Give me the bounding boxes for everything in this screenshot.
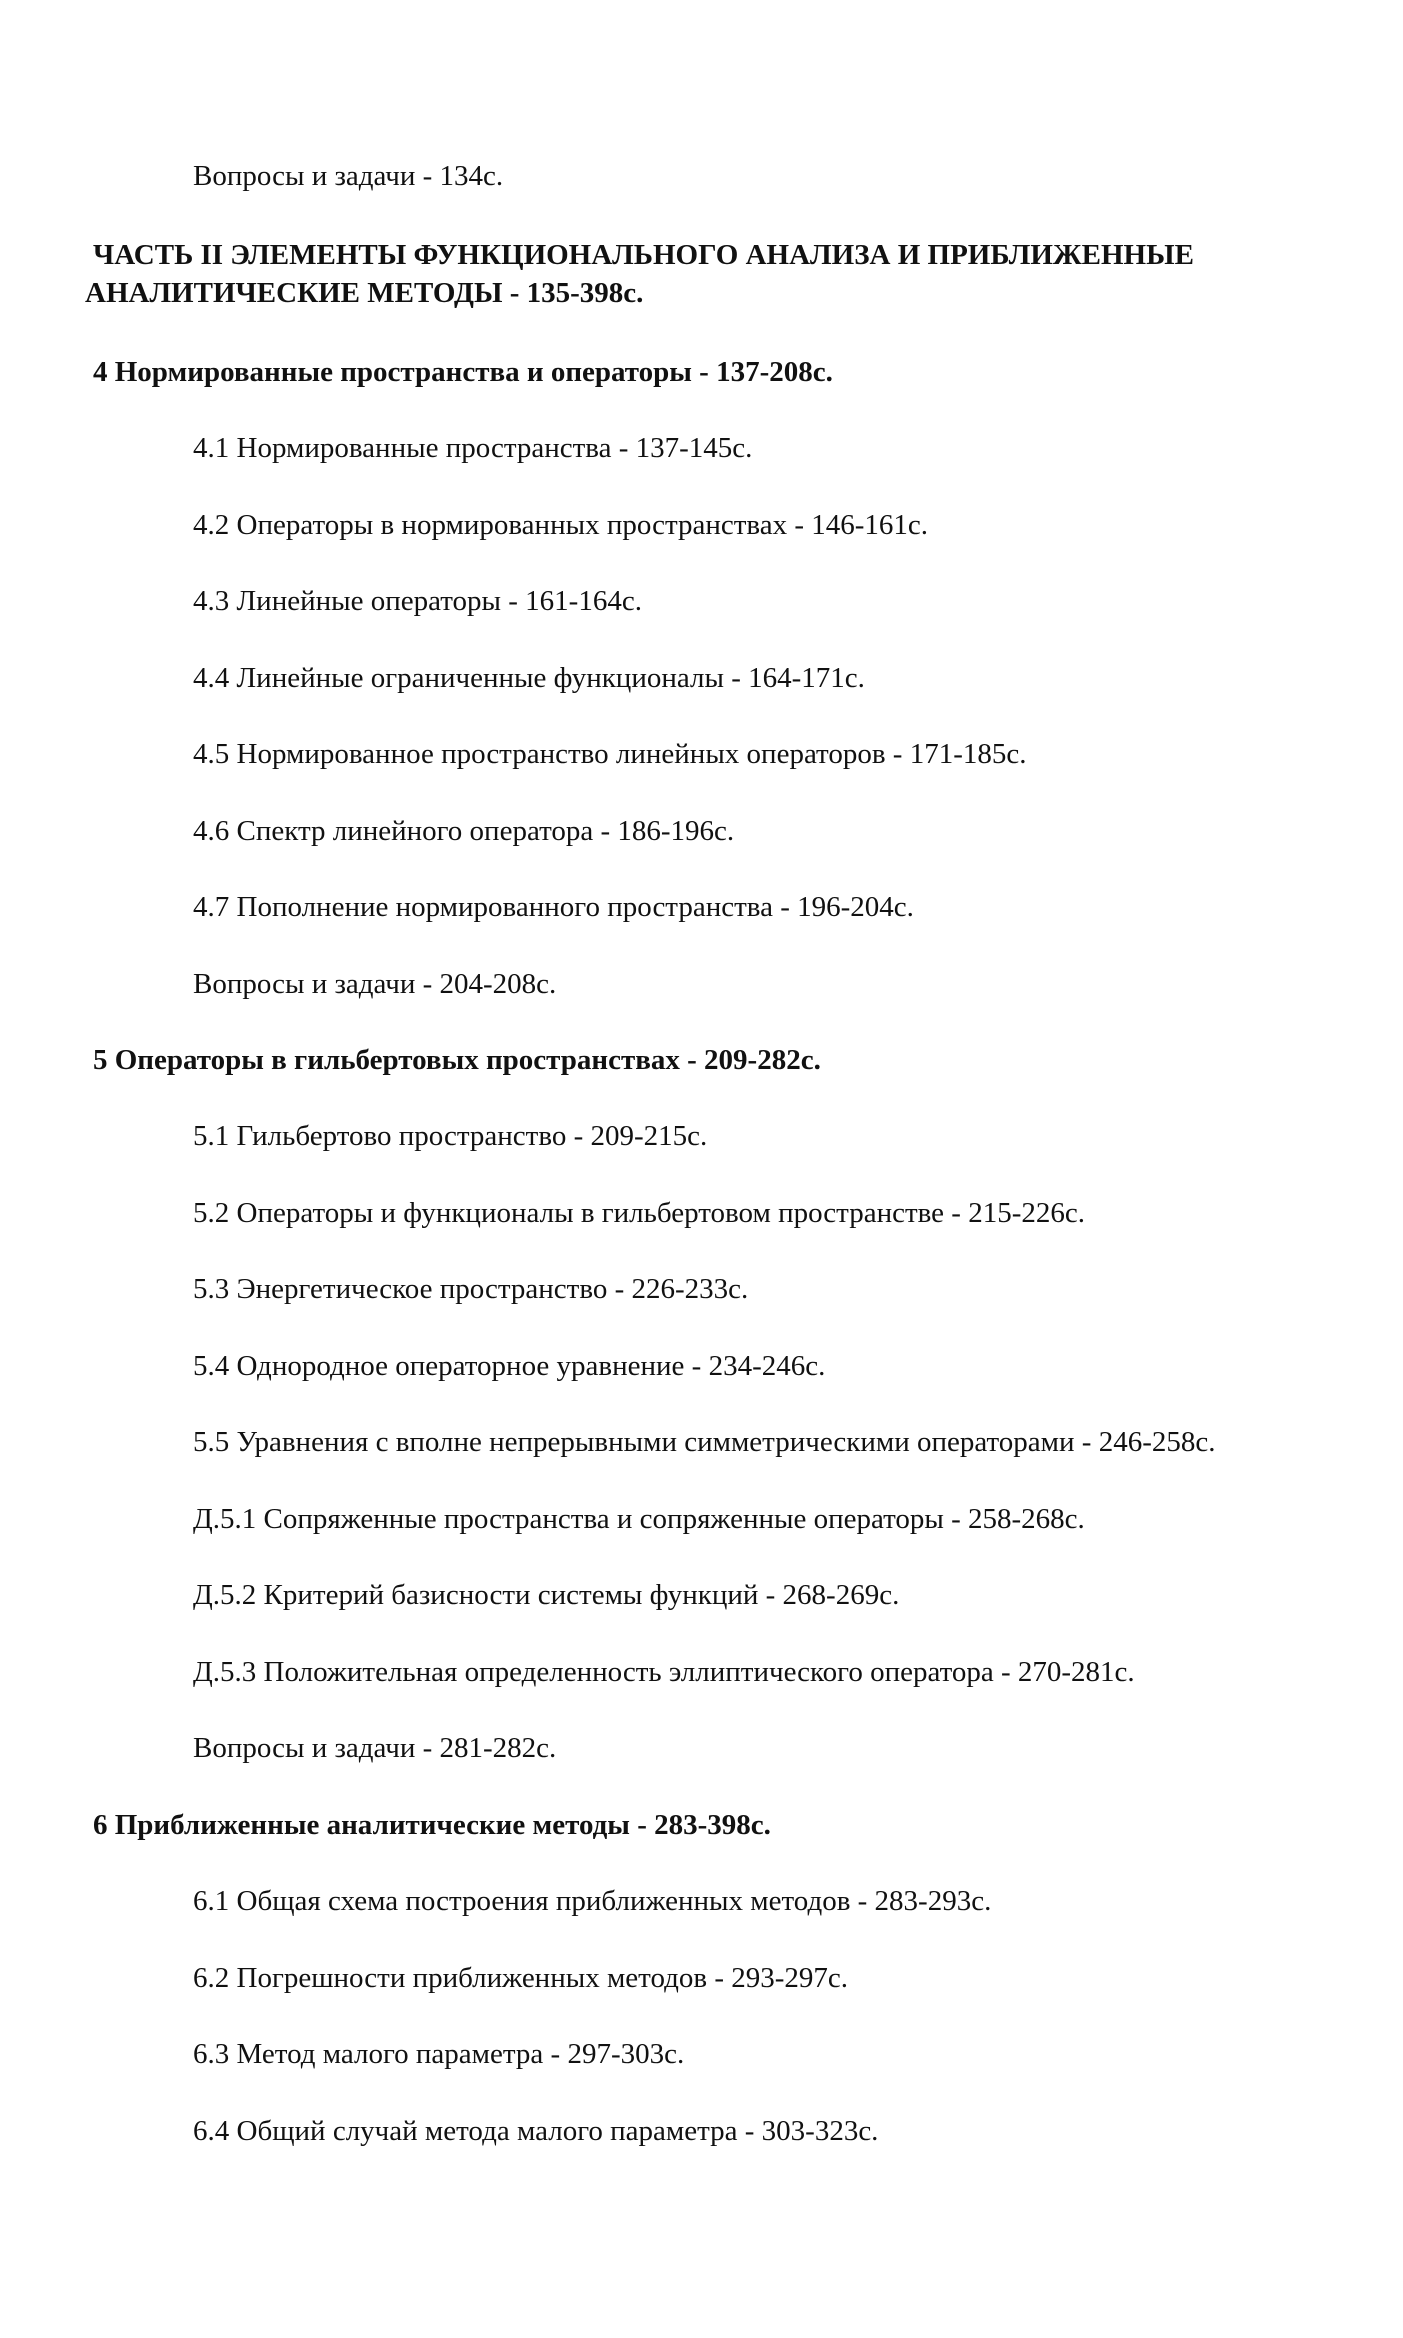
toc-entry-d-5-3: Д.5.3 Положительная определенность эллиптического оператора - 270-281с. bbox=[193, 1656, 1135, 1688]
toc-entry-questions-134: Вопросы и задачи - 134с. bbox=[193, 160, 504, 192]
toc-entry-4-questions: Вопросы и задачи - 204-208с. bbox=[193, 968, 557, 1000]
toc-entry-4-1: 4.1 Нормированные пространства - 137-145с. bbox=[193, 432, 753, 464]
toc-entry-4-6: 4.6 Спектр линейного оператора - 186-196с. bbox=[193, 815, 735, 847]
part-2-heading-line-2: АНАЛИТИЧЕСКИЕ МЕТОДЫ - 135-398с. bbox=[85, 277, 644, 309]
chapter-4-heading: 4 Нормированные пространства и операторы - 137-208с. bbox=[93, 356, 833, 388]
toc-entry-6-4: 6.4 Общий случай метода малого параметра - 303-323с. bbox=[193, 2115, 879, 2147]
toc-entry-4-5: 4.5 Нормированное пространство линейных операторов - 171-185с. bbox=[193, 738, 1027, 770]
toc-entry-4-3: 4.3 Линейные операторы - 161-164с. bbox=[193, 585, 642, 617]
toc-entry-4-4: 4.4 Линейные ограниченные функционалы - 164-171с. bbox=[193, 662, 865, 694]
part-2-heading-line-1: ЧАСТЬ II ЭЛЕМЕНТЫ ФУНКЦИОНАЛЬНОГО АНАЛИЗА И ПРИБЛИЖЕННЫЕ bbox=[93, 239, 1194, 271]
toc-entry-4-7: 4.7 Пополнение нормированного пространства - 196-204с. bbox=[193, 891, 914, 923]
toc-entry-5-2: 5.2 Операторы и функционалы в гильбертовом пространстве - 215-226с. bbox=[193, 1197, 1085, 1229]
toc-entry-5-1: 5.1 Гильбертово пространство - 209-215с. bbox=[193, 1120, 708, 1152]
chapter-6-heading: 6 Приближенные аналитические методы - 283-398с. bbox=[93, 1809, 771, 1841]
toc-entry-d-5-2: Д.5.2 Критерий базисности системы функций - 268-269с. bbox=[193, 1579, 900, 1611]
toc-entry-5-questions: Вопросы и задачи - 281-282с. bbox=[193, 1732, 557, 1764]
toc-entry-5-4: 5.4 Однородное операторное уравнение - 234-246с. bbox=[193, 1350, 826, 1382]
toc-entry-5-5: 5.5 Уравнения с вполне непрерывными симметрическими операторами - 246-258с. bbox=[193, 1426, 1216, 1458]
toc-entry-6-2: 6.2 Погрешности приближенных методов - 293-297с. bbox=[193, 1962, 849, 1994]
toc-entry-6-1: 6.1 Общая схема построения приближенных методов - 283-293с. bbox=[193, 1885, 992, 1917]
chapter-5-heading: 5 Операторы в гильбертовых пространствах - 209-282с. bbox=[93, 1044, 821, 1076]
toc-entry-d-5-1: Д.5.1 Сопряженные пространства и сопряженные операторы - 258-268с. bbox=[193, 1503, 1085, 1535]
toc-entry-5-3: 5.3 Энергетическое пространство - 226-233с. bbox=[193, 1273, 749, 1305]
toc-entry-6-3: 6.3 Метод малого параметра - 297-303с. bbox=[193, 2038, 685, 2070]
toc-entry-4-2: 4.2 Операторы в нормированных пространствах - 146-161с. bbox=[193, 509, 929, 541]
